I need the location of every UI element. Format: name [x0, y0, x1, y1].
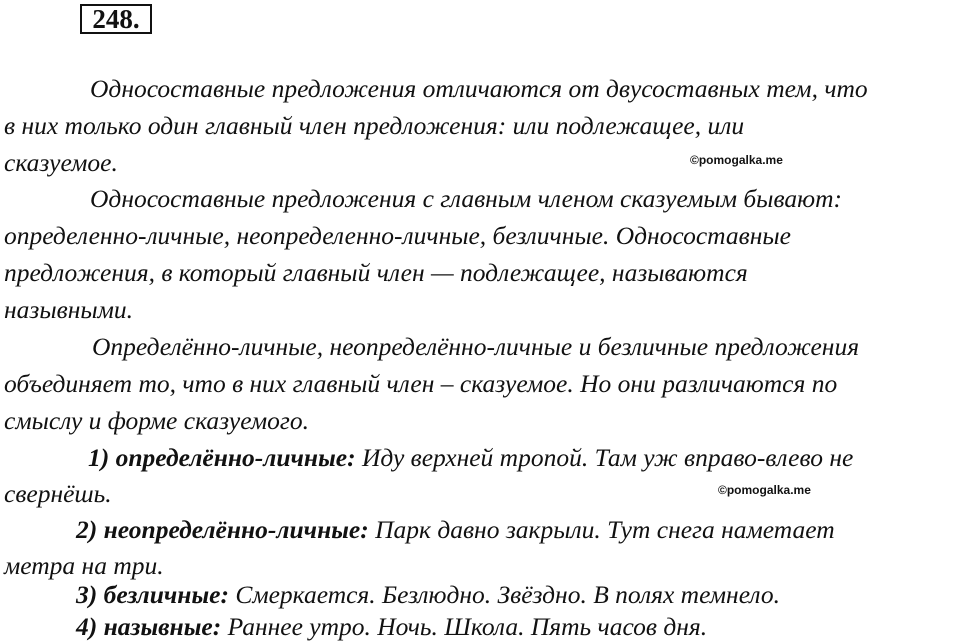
example-3-text: Смеркается. Безлюдно. Звёздно. В полях темнело.: [228, 580, 780, 609]
paragraph2-line1: Односоставные предложения с главным членом сказуемым бывают:: [90, 184, 842, 213]
paragraph2-line4: назывными.: [4, 295, 134, 324]
example-2: [76, 515, 835, 545]
task-number: 248.: [80, 4, 152, 34]
example-3: [76, 580, 780, 610]
paragraph3-line2: объединяет то, что в них главный член – сказуемое. Но они различаются по: [4, 369, 838, 398]
paragraph3-line1: Определённо-личные, неопределённо-личные и безличные предложения: [92, 332, 860, 361]
paragraph2-line2: определенно-личные, неопределенно-личные, безличные. Односоставные: [4, 221, 791, 250]
example-3-label: 3) безличные:: [76, 580, 229, 609]
paragraph2-line3: предложения, в который главный член — подлежащее, называются: [4, 258, 748, 287]
example-2-continuation: метра на три.: [4, 551, 164, 580]
paragraph1-line1: Односоставные предложения отличаются от двусоставных тем, что: [90, 74, 868, 103]
example-1-text: Иду верхней тропой. Там уж вправо-влево не: [355, 443, 854, 472]
example-1-continuation: свернёшь.: [4, 479, 112, 508]
example-4-text: Раннее утро. Ночь. Школа. Пять часов дня.: [221, 612, 708, 641]
watermark-2: ©pomogalka.me: [718, 483, 811, 497]
example-4: [76, 612, 707, 642]
paragraph3-line3: смыслу и форме сказуемого.: [4, 406, 309, 435]
example-2-label: 2) неопределённо-личные:: [76, 515, 369, 544]
paragraph1-line2: в них только один главный член предложения: или подлежащее, или: [4, 111, 745, 140]
example-2-text: Парк давно закрыли. Тут снега наметает: [368, 515, 835, 544]
example-1-label: 1) определённо-личные:: [88, 443, 356, 472]
watermark: ©pomogalka.me: [690, 153, 783, 167]
example-1: [88, 443, 853, 473]
paragraph1-line3: сказуемое.: [4, 148, 118, 177]
example-4-label: 4) назывные:: [76, 612, 222, 641]
